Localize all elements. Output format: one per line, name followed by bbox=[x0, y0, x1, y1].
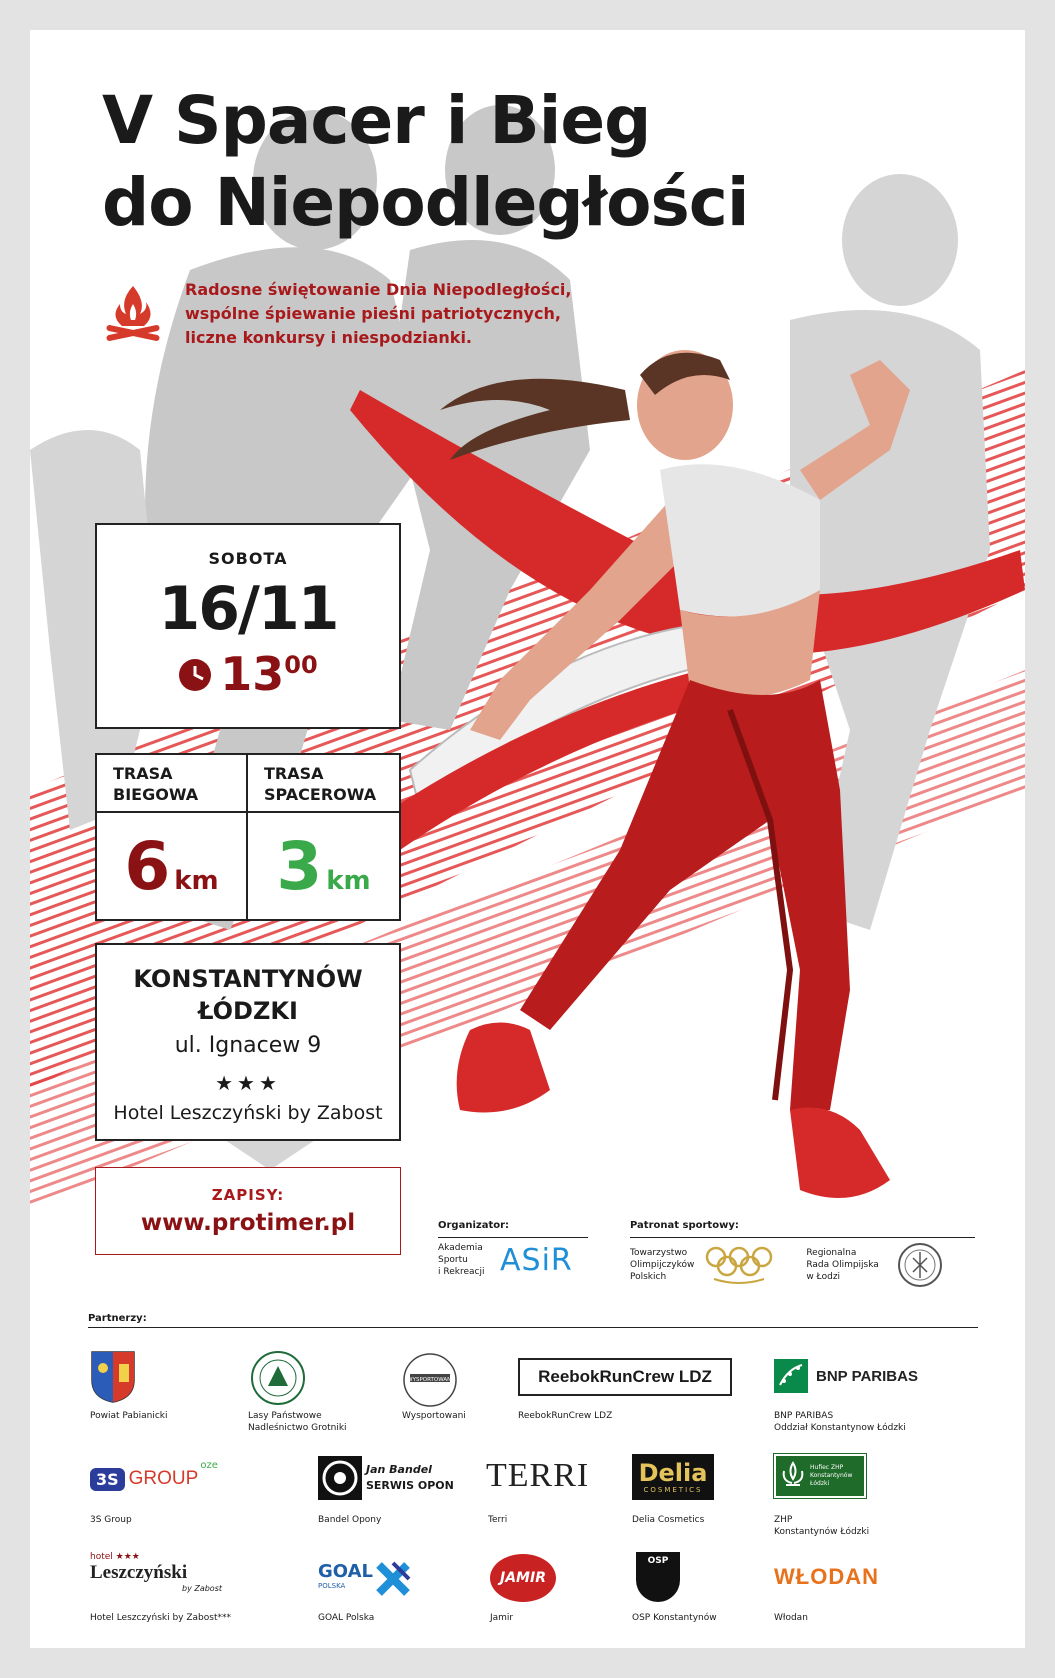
partner-caption bbox=[774, 1612, 808, 1624]
partner-caption-line: Nadleśnictwo Grotniki bbox=[248, 1423, 347, 1433]
route-walk-distance bbox=[248, 813, 399, 919]
hotel-logo-word: Leszczyński bbox=[90, 1562, 188, 1583]
bandel-opony-logo bbox=[318, 1454, 456, 1502]
organizer-block bbox=[438, 1220, 588, 1278]
rro-name-line: w Łodzi bbox=[806, 1272, 841, 1282]
zhp-logo-line: Konstantynów bbox=[810, 1472, 853, 1479]
bnp-stars-icon bbox=[774, 1359, 808, 1393]
3s-logo-word: GROUP bbox=[128, 1468, 199, 1489]
goal-polska-logo bbox=[318, 1552, 418, 1606]
signup-box[interactable] bbox=[95, 1167, 401, 1255]
partner-caption bbox=[774, 1514, 869, 1538]
hotel-leszczynski-logo bbox=[90, 1552, 222, 1606]
rro-name bbox=[806, 1247, 878, 1283]
signup-label: ZAPISY: bbox=[211, 1186, 285, 1204]
route-walk-label-1: TRASA bbox=[264, 764, 324, 783]
title-line-2: do Niepodległości bbox=[102, 164, 749, 241]
partner-caption-line: Terri bbox=[488, 1515, 508, 1525]
partner-caption-line: Bandel Opony bbox=[318, 1515, 382, 1525]
organizer-heading: Organizator: bbox=[438, 1220, 510, 1231]
partner-caption-line: 3S Group bbox=[90, 1515, 132, 1525]
location-box bbox=[95, 943, 401, 1141]
partner-caption-line: Oddział Konstantynow Łódzki bbox=[774, 1423, 906, 1433]
powiat-pabianicki-coat-of-arms-logo bbox=[90, 1350, 136, 1404]
3s-logo-mark: 3S bbox=[90, 1468, 125, 1491]
partner-caption bbox=[90, 1612, 231, 1624]
partner-caption bbox=[518, 1410, 612, 1422]
time-minutes: 00 bbox=[284, 651, 318, 679]
organizer-name-line: Akademia bbox=[438, 1243, 483, 1253]
partner-caption bbox=[318, 1514, 381, 1526]
date-value: 16/11 bbox=[158, 574, 338, 644]
rro-name-line: Regionalna bbox=[806, 1248, 857, 1258]
goal-logo-text bbox=[318, 1561, 373, 1593]
hotel-logo-top: hotel ★★★ bbox=[90, 1552, 140, 1562]
jamir-logo: JAMIR bbox=[490, 1554, 556, 1602]
wysportowani-logo-text: WYSPORTOWANI bbox=[407, 1377, 453, 1383]
zhp-logo bbox=[774, 1454, 866, 1498]
organizer-name-line: i Rekreacji bbox=[438, 1267, 485, 1277]
goal-logo-word: GOAL bbox=[318, 1561, 373, 1582]
partner-caption bbox=[632, 1514, 704, 1526]
3s-logo-oze: oze bbox=[200, 1460, 218, 1471]
bandel-logo-line: SERWIS OPON bbox=[366, 1479, 454, 1492]
location-hotel: Hotel Leszczyński by Zabost bbox=[113, 1102, 383, 1124]
fleur-de-lis-icon bbox=[780, 1461, 806, 1491]
title-line-1: V Spacer i Bieg bbox=[102, 82, 651, 159]
route-walk-label-2: SPACEROWA bbox=[264, 785, 377, 804]
bnp-paribas-logo bbox=[774, 1356, 924, 1396]
rro-name-line: Rada Olimpijska bbox=[806, 1260, 879, 1270]
route-run-label-1: TRASA bbox=[113, 764, 173, 783]
route-run-header bbox=[97, 755, 248, 813]
organizer-name-line: Sportu bbox=[438, 1255, 468, 1265]
zhp-logo-text bbox=[810, 1464, 852, 1488]
walk-distance-value: 3 bbox=[276, 828, 323, 905]
partner-caption-line: BNP PARIBAS bbox=[774, 1411, 834, 1421]
asir-logo: ASiR bbox=[500, 1242, 573, 1278]
partner-caption-line: Lasy Państwowe bbox=[248, 1411, 322, 1421]
partner-caption-line: Wysportowani bbox=[402, 1411, 466, 1421]
location-city-1: KONSTANTYNÓW bbox=[133, 965, 363, 993]
zhp-logo-line: Łódzki bbox=[810, 1480, 830, 1487]
partner-caption bbox=[632, 1612, 717, 1624]
pkol-name-line: Olimpijczyków bbox=[630, 1260, 695, 1270]
partner-caption-line: Delia Cosmetics bbox=[632, 1515, 705, 1525]
delia-logo-sub: COSMETICS bbox=[643, 1486, 703, 1494]
partner-caption-line: ReebokRunCrew LDZ bbox=[518, 1411, 613, 1421]
route-table bbox=[95, 753, 401, 921]
tire-icon bbox=[318, 1456, 362, 1500]
partners-divider bbox=[88, 1327, 978, 1328]
pkol-name-line: Towarzystwo bbox=[630, 1248, 688, 1258]
run-distance-value: 6 bbox=[124, 828, 171, 905]
partners-heading: Partnerzy: bbox=[88, 1313, 147, 1324]
tagline-line: liczne konkursy i niespodzianki. bbox=[185, 328, 473, 347]
partner-caption bbox=[248, 1410, 347, 1434]
reebok-run-crew-logo: ReebokRunCrew LDZ bbox=[518, 1358, 732, 1396]
location-street: ul. Ignacew 9 bbox=[174, 1033, 322, 1058]
partner-caption-line: ZHP bbox=[774, 1515, 793, 1525]
partner-caption bbox=[90, 1410, 168, 1422]
3s-group-logo bbox=[90, 1460, 240, 1498]
date-day: SOBOTA bbox=[208, 549, 288, 568]
osp-logo: OSP bbox=[636, 1552, 680, 1602]
patronage-heading: Patronat sportowy: bbox=[630, 1220, 739, 1231]
olympic-council-seal-logo bbox=[897, 1242, 943, 1288]
wysportowani-logo bbox=[402, 1352, 458, 1408]
campfire-icon bbox=[100, 282, 166, 348]
hotel-stars: ★★★ bbox=[215, 1071, 281, 1095]
partner-caption-line: Włodan bbox=[774, 1613, 808, 1623]
partner-caption bbox=[490, 1612, 513, 1624]
tagline-line: Radosne świętowanie Dnia Niepodległości, bbox=[185, 280, 572, 299]
route-run-label-2: BIEGOWA bbox=[113, 785, 199, 804]
clock-icon bbox=[178, 658, 212, 692]
patronage-block bbox=[630, 1220, 975, 1288]
partner-caption-line: Hotel Leszczyński by Zabost*** bbox=[90, 1613, 231, 1623]
tagline-line: wspólne śpiewanie pieśni patriotycznych, bbox=[185, 304, 561, 323]
bnp-logo-text: BNP PARIBAS bbox=[816, 1367, 918, 1385]
zhp-logo-line: Hufiec ZHP bbox=[810, 1464, 844, 1471]
route-walk-header bbox=[248, 755, 399, 813]
poster-title bbox=[102, 80, 749, 244]
goal-logo-sub: POLSKA bbox=[318, 1582, 346, 1590]
time-hour: 13 bbox=[220, 647, 285, 701]
partner-caption-line: OSP Konstantynów bbox=[632, 1613, 717, 1623]
route-run-distance bbox=[97, 813, 248, 919]
partner-caption bbox=[318, 1612, 374, 1624]
partner-caption-line: Jamir bbox=[490, 1613, 514, 1623]
terri-logo: TERRI bbox=[486, 1457, 590, 1494]
poster bbox=[30, 30, 1025, 1648]
start-time bbox=[97, 648, 399, 700]
bandel-logo-line: Jan Bandel bbox=[366, 1463, 432, 1476]
lasy-panstwowe-logo bbox=[250, 1350, 306, 1406]
partner-caption-line: GOAL Polska bbox=[318, 1613, 375, 1623]
partner-caption bbox=[90, 1514, 132, 1526]
partner-caption bbox=[774, 1410, 906, 1434]
goal-x-icon bbox=[373, 1559, 413, 1599]
pkol-name bbox=[630, 1247, 694, 1283]
organizer-name bbox=[438, 1242, 500, 1278]
olympic-rings-logo bbox=[700, 1243, 778, 1287]
bandel-logo-text bbox=[366, 1462, 454, 1494]
partner-caption bbox=[402, 1410, 466, 1422]
partner-caption bbox=[488, 1514, 507, 1526]
location-city-2: ŁÓDZKI bbox=[198, 997, 298, 1025]
date-box bbox=[95, 523, 401, 729]
partner-caption-line: Powiat Pabianicki bbox=[90, 1411, 168, 1421]
hotel-logo-sub: by Zabost bbox=[181, 1584, 222, 1593]
pkol-name-line: Polskich bbox=[630, 1272, 667, 1282]
run-distance-unit: km bbox=[174, 866, 219, 896]
delia-cosmetics-logo bbox=[632, 1454, 714, 1500]
walk-distance-unit: km bbox=[326, 866, 371, 896]
wlodan-logo: WŁODAN bbox=[774, 1564, 879, 1589]
partner-caption-line: Konstantynów Łódzki bbox=[774, 1527, 870, 1537]
signup-link[interactable]: www.protimer.pl bbox=[140, 1210, 356, 1236]
tagline bbox=[185, 278, 572, 350]
delia-logo-word: Delia bbox=[638, 1459, 708, 1487]
